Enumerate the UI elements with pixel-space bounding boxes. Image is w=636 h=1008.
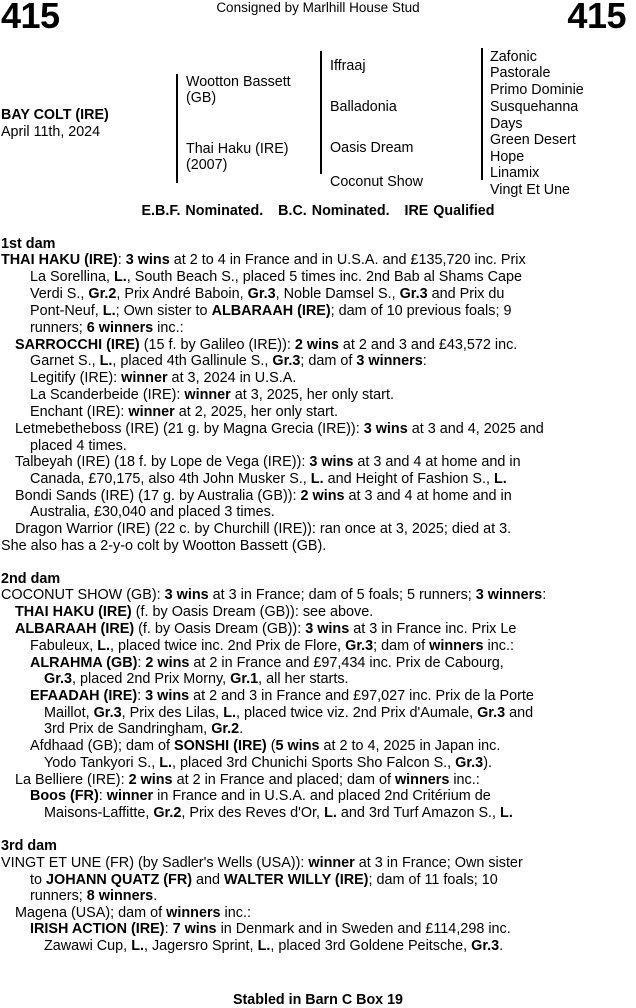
- text-line: Magena (USA); dam of winners inc.:: [15, 905, 251, 921]
- text-line: Afdhaad (GB); dam of SONSHI (IRE) (5 wins at 2 to 4, 2025 in Japan inc.: [30, 738, 501, 754]
- pedigree-ggs-7: Hope: [490, 149, 525, 165]
- text-line: Dragon Warrior (IRE) (22 c. by Churchill (IRE)): ran once at 3, 2025; died at 3.: [15, 521, 512, 537]
- pedigree-bracket-3: [481, 48, 483, 180]
- pedigree-ggs-4: Susquehanna: [490, 99, 579, 115]
- text-line: Pont-Neuf, L.; Own sister to ALBARAAH (IRE); dam of 10 previous foals; 9: [30, 303, 512, 319]
- text-line: She also has a 2-y-o colt by Wootton Bassett (GB).: [1, 538, 327, 554]
- lot-number-left: 415: [1, 0, 60, 36]
- text-line: Garnet S., L., placed 4th Gallinule S., Gr.3; dam of 3 winners:: [30, 353, 427, 369]
- pedigree-grandsire-2: Balladonia: [330, 99, 397, 115]
- stabling-info: Stabled in Barn C Box 19: [232, 992, 403, 1008]
- text-line: SARROCCHI (IRE) (15 f. by Galileo (IRE)): 2 wins at 2 and 3 and £43,572 inc.: [15, 337, 518, 353]
- text-line: Legitify (IRE): winner at 3, 2024 in U.S.A.: [30, 370, 297, 386]
- text-line: EFAADAH (IRE): 3 wins at 2 and 3 in France and £97,027 inc. Prix de la Porte: [30, 688, 534, 704]
- pedigree-ggs-9: Vingt Et Une: [490, 182, 571, 198]
- lot-number-right: 415: [567, 0, 626, 36]
- text-line: to JOHANN QUATZ (FR) and WALTER WILLY (IRE); dam of 11 foals; 10: [30, 872, 498, 888]
- pedigree-ggs-6: Green Desert: [490, 132, 576, 148]
- pedigree-ggs-8: Linamix: [490, 165, 540, 181]
- text-line: VINGT ET UNE (FR) (by Sadler's Wells (USA)): winner at 3 in France; Own sister: [1, 855, 523, 871]
- text-line: Verdi S., Gr.2, Prix André Baboin, Gr.3, Noble Damsel S., Gr.3 and Prix du: [30, 286, 505, 302]
- text-line: Talbeyah (IRE) (18 f. by Lope de Vega (IRE)): 3 wins at 3 and 4 at home and in: [15, 454, 521, 470]
- text-line: La Sorellina, L., South Beach S., placed 5 times inc. 2nd Bab al Shams Cape: [30, 269, 522, 285]
- text-line: runners; 6 winners inc.:: [30, 320, 184, 336]
- text-line: Canada, £70,175, also 4th John Musker S., L. and Height of Fashion S., L.: [30, 471, 507, 487]
- text-line: Zawawi Cup, L., Jagersro Sprint, L., placed 3rd Goldene Peitsche, Gr.3.: [44, 938, 504, 954]
- pedigree-dam: Thai Haku (IRE) (2007): [186, 141, 289, 173]
- text-line: THAI HAKU (IRE) (f. by Oasis Dream (GB)): see above.: [15, 604, 374, 620]
- section-first-dam: 1st dam: [1, 236, 56, 252]
- text-line: Fabuleux, L., placed twice inc. 2nd Prix de Flore, Gr.3; dam of winners inc.:: [30, 638, 514, 654]
- text-line: IRISH ACTION (IRE): 7 wins in Denmark and in Sweden and £114,298 inc.: [30, 921, 511, 937]
- pedigree-ggs-5: Days: [490, 116, 523, 132]
- pedigree-ggs-1: Zafonic: [490, 49, 537, 65]
- text-line: Boos (FR): winner in France and in U.S.A. and placed 2nd Critérium de: [30, 788, 491, 804]
- pedigree-bracket-1: [176, 74, 178, 183]
- text-line: Gr.3, placed 2nd Prix Morny, Gr.1, all her starts.: [44, 671, 349, 687]
- consignor: Consigned by Marlhill House Stud: [216, 0, 420, 15]
- section-second-dam: 2nd dam: [1, 571, 61, 587]
- text-line: ALRAHMA (GB): 2 wins at 2 in France and £97,434 inc. Prix de Cabourg,: [30, 655, 504, 671]
- pedigree-ggs-3: Primo Dominie: [490, 82, 584, 98]
- pedigree-grandsire-1: Iffraaj: [330, 58, 366, 74]
- subject-foaled: April 11th, 2024: [1, 124, 101, 140]
- text-line: Maisons-Laffitte, Gr.2, Prix des Reves d'Or, L. and 3rd Turf Amazon S., L.: [44, 805, 513, 821]
- text-line: runners; 8 winners.: [30, 888, 158, 904]
- text-line: Bondi Sands (IRE) (17 g. by Australia (GB)): 2 wins at 3 and 4 at home and in: [15, 488, 512, 504]
- text-line: Letmebetheboss (IRE) (21 g. by Magna Grecia (IRE)): 3 wins at 3 and 4, 2025 and: [15, 421, 544, 437]
- text-line: placed 4 times.: [30, 438, 127, 454]
- text-line: Australia, £30,040 and placed 3 times.: [30, 504, 275, 520]
- text-line: ALBARAAH (IRE) (f. by Oasis Dream (GB)): 3 wins at 3 in France inc. Prix Le: [15, 621, 517, 637]
- text-line: THAI HAKU (IRE): 3 wins at 2 to 4 in France and in U.S.A. and £135,720 inc. Prix: [1, 252, 526, 268]
- text-line: Yodo Tankyori S., L., placed 3rd Chunichi Sports Sho Falcon S., Gr.3).: [44, 755, 492, 771]
- pedigree-grandsire-3: Oasis Dream: [330, 140, 414, 156]
- text-line: 3rd Prix de Sandringham, Gr.2.: [44, 721, 244, 737]
- pedigree-grandsire-4: Coconut Show: [330, 174, 423, 190]
- pedigree-bracket-2: [320, 51, 322, 174]
- text-line: Maillot, Gr.3, Prix des Lilas, L., placed twice viz. 2nd Prix d'Aumale, Gr.3 and: [44, 705, 534, 721]
- text-line: Enchant (IRE): winner at 2, 2025, her only start.: [30, 404, 338, 420]
- pedigree-ggs-2: Pastorale: [490, 65, 551, 81]
- pedigree-sire: Wootton Bassett (GB): [186, 74, 291, 106]
- section-third-dam: 3rd dam: [1, 838, 57, 854]
- text-line: La Scanderbeide (IRE): winner at 3, 2025, her only start.: [30, 387, 394, 403]
- subject-title: BAY COLT (IRE): [1, 107, 109, 123]
- text-line: La Belliere (IRE): 2 wins at 2 in France and placed; dam of winners inc.:: [15, 772, 480, 788]
- nominations: E.B.F. Nominated. B.C. Nominated. IRE Qualified: [141, 203, 495, 219]
- text-line: COCONUT SHOW (GB): 3 wins at 3 in France; dam of 5 foals; 5 runners; 3 winners:: [1, 587, 547, 603]
